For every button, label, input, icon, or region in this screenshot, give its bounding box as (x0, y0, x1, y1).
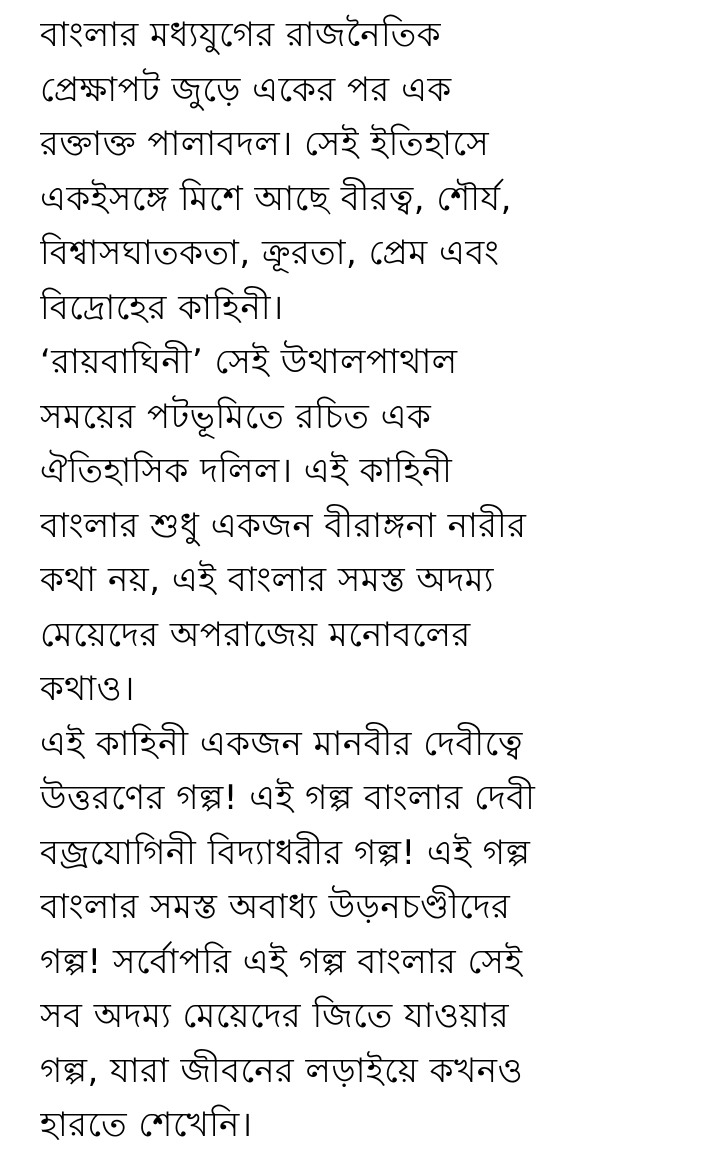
text-line: কথা নয়, এই বাংলার সমস্ত অদম্য (40, 560, 495, 600)
text-line: গল্প, যারা জীবনের লড়াইয়ে কখনও (40, 1050, 524, 1091)
text-line: এই কাহিনী একজন মানবীর দেবীত্বে (40, 723, 523, 764)
text-line: একইসঙ্গে মিশে আছে বীরত্ব, শৌর্য, (40, 178, 512, 219)
text-line: বিদ্রোহের কাহিনী। (40, 287, 284, 328)
text-line: বাংলার সমস্ত অবাধ্য উড়নচণ্ডীদের (40, 887, 511, 927)
text-line: প্রেক্ষাপট জুড়ে একের পর এক (40, 69, 452, 110)
text-line: ঐতিহাসিক দলিল। এই কাহিনী (40, 451, 453, 491)
text-line: বিশ্বাসঘাতকতা, ক্রূরতা, প্রেম এবং (40, 233, 500, 273)
paragraph-story (40, 717, 690, 1153)
text-line: উত্তরণের গল্প! এই গল্প বাংলার দেবী (40, 778, 536, 818)
text-line: মেয়েদের অপরাজেয় মনোবলের (40, 614, 471, 655)
text-line: কথাও। (40, 669, 135, 709)
text-line: সব অদম্য মেয়েদের জিতে যাওয়ার (40, 996, 510, 1036)
text-body (40, 8, 690, 1153)
text-line: রক্তাক্ত পালাবদল। সেই ইতিহাসে (40, 124, 490, 164)
text-line: ‘রায়বাঘিনী’ সেই উথালপাথাল (40, 342, 458, 382)
paragraph-history (40, 8, 690, 335)
text-line: হারতে শেখেনি। (40, 1105, 253, 1145)
paragraph-raybaghini (40, 335, 690, 717)
text-line: বাংলার শুধু একজন বীরাঙ্গনা নারীর (40, 505, 527, 546)
text-line: গল্প! সর্বোপরি এই গল্প বাংলার সেই (40, 941, 523, 982)
text-line: বজ্রযোগিনী বিদ্যাধরীর গল্প! এই গল্প (40, 832, 531, 873)
text-line: বাংলার মধ্যযুগের রাজনৈতিক (40, 15, 442, 55)
text-line: সময়ের পটভূমিতে রচিত এক (40, 396, 432, 437)
